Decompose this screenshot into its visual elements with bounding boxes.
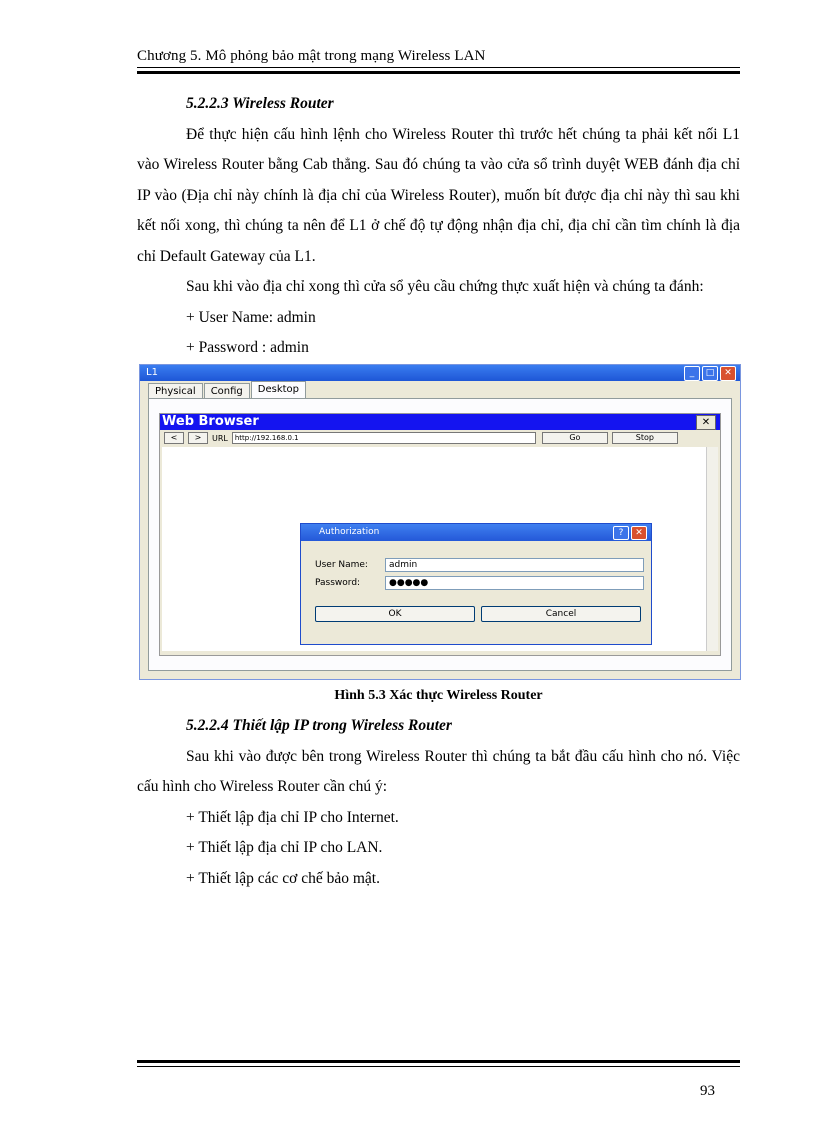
- section-heading: 5.2.2.4 Thiết lập IP trong Wireless Router: [186, 717, 452, 734]
- dialog-titlebar: [301, 524, 651, 541]
- username-row: [315, 558, 644, 572]
- stop-button[interactable]: Stop: [612, 432, 678, 444]
- paragraph: Để thực hiện cấu hình lệnh cho Wireless Router thì trước hết chúng ta phải kết nối L1 vào Wireless Router bằng Cab thẳng. Sau đó chúng ta vào cửa sổ trình duyệt WEB đánh địa chỉ IP vào (Địa chỉ này chính là địa chỉ của Wireless Router), muốn bít được địa chỉ này thì sau khi kết nối xong, thì chúng ta nên để L1 ở chế độ tự động nhận địa chỉ, địa chỉ cần tìm chính là địa chỉ Default Gateway của L1.: [137, 125, 740, 265]
- password-label: Password:: [315, 578, 361, 588]
- scrollbar[interactable]: [706, 447, 718, 651]
- list-item: + Thiết lập địa chỉ IP cho LAN.: [186, 839, 383, 856]
- tab-panel: [148, 398, 732, 671]
- tab-bar: [140, 381, 740, 399]
- forward-button[interactable]: >: [188, 432, 208, 444]
- figure-caption: Hình 5.3 Xác thực Wireless Router: [334, 688, 543, 703]
- url-label: URL: [212, 433, 228, 443]
- back-button[interactable]: <: [164, 432, 184, 444]
- list-item: + Thiết lập địa chỉ IP cho Internet.: [186, 808, 399, 826]
- password-field[interactable]: ●●●●●: [385, 576, 644, 590]
- window-titlebar: [140, 365, 740, 381]
- url-input[interactable]: http://192.168.0.1: [232, 432, 536, 444]
- header-rule-thin: [137, 67, 740, 68]
- header-rule-thick: [137, 71, 740, 74]
- close-icon[interactable]: ✕: [720, 366, 736, 381]
- section-b: [137, 711, 740, 894]
- maximize-icon[interactable]: □: [702, 366, 718, 381]
- close-icon[interactable]: ✕: [696, 415, 716, 430]
- section-heading: 5.2.2.3 Wireless Router: [186, 95, 334, 112]
- list-item: + User Name: admin: [186, 308, 316, 326]
- page-header: Chương 5. Mô phỏng bảo mật trong mạng Wireless LAN: [137, 48, 486, 64]
- tab-desktop[interactable]: Desktop: [251, 381, 306, 399]
- paragraph: Sau khi vào địa chỉ xong thì cửa sổ yêu cầu chứng thực xuất hiện và chúng ta đánh:: [186, 278, 704, 295]
- cancel-button[interactable]: Cancel: [481, 606, 641, 622]
- dialog-title: Authorization: [319, 527, 380, 537]
- username-field[interactable]: admin: [385, 558, 644, 572]
- paragraph: Sau khi vào được bên trong Wireless Router thì chúng ta bắt đầu cấu hình cho nó. Việc cấu hình cho Wireless Router cần chú ý:: [137, 747, 740, 795]
- web-browser: [159, 413, 721, 656]
- ok-button[interactable]: OK: [315, 606, 475, 622]
- section-a: [137, 89, 740, 364]
- figure-screenshot: [139, 364, 741, 680]
- list-item: + Password : admin: [186, 339, 309, 356]
- browser-titlebar: [160, 414, 720, 430]
- window-title: L1: [146, 367, 158, 378]
- go-button[interactable]: Go: [542, 432, 608, 444]
- help-icon[interactable]: ?: [613, 526, 629, 540]
- tab-config[interactable]: Config: [204, 383, 250, 399]
- footer-rule-thick: [137, 1060, 740, 1063]
- browser-title: Web Browser: [162, 414, 259, 429]
- tab-physical[interactable]: Physical: [148, 383, 203, 399]
- authorization-dialog: [300, 523, 652, 645]
- username-label: User Name:: [315, 560, 368, 570]
- close-icon[interactable]: ✕: [631, 526, 647, 540]
- minimize-icon[interactable]: _: [684, 366, 700, 381]
- page-number: 93: [700, 1083, 715, 1099]
- password-row: [315, 576, 644, 590]
- footer-rule-thin: [137, 1066, 740, 1067]
- browser-navbar: [160, 430, 720, 446]
- list-item: + Thiết lập các cơ chế bảo mật.: [186, 869, 380, 887]
